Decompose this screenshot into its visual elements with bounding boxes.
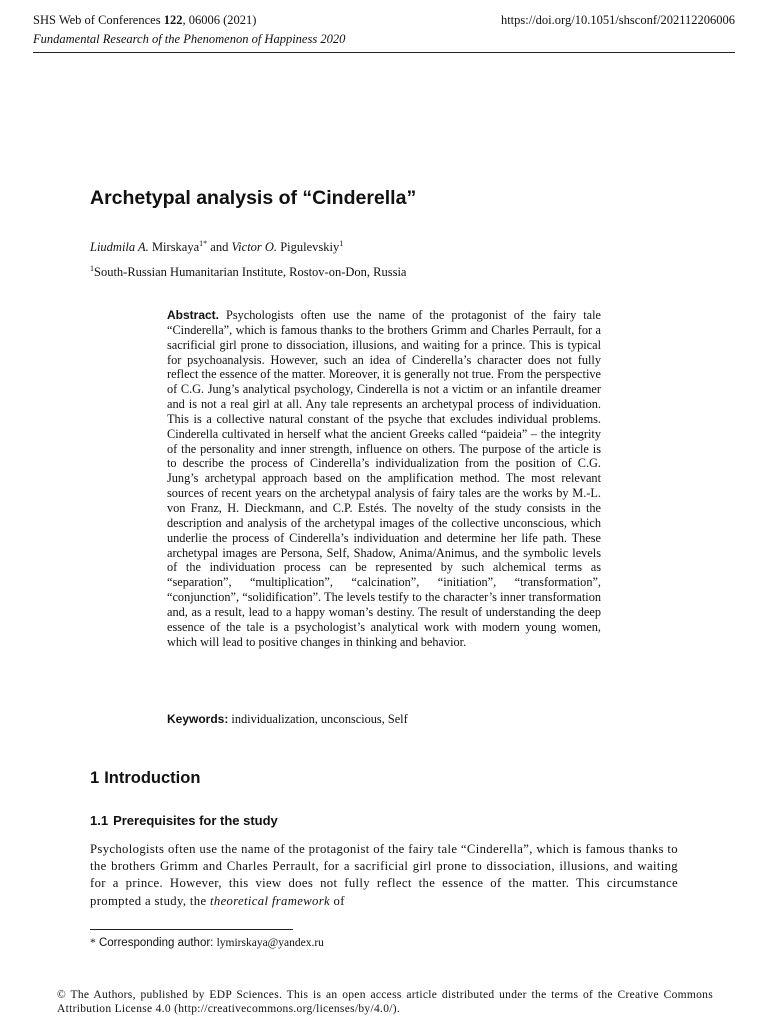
author-conjunction: and xyxy=(207,240,232,255)
abstract-label: Abstract. xyxy=(167,308,220,322)
affiliation-text: South-Russian Humanitarian Institute, Rostov-on-Don, Russia xyxy=(94,265,407,280)
author-2-given: Victor O. xyxy=(231,240,278,255)
journal-volume: 122 xyxy=(163,13,183,27)
author-2-affil-mark: 1 xyxy=(339,239,344,248)
section-heading-introduction xyxy=(90,768,200,788)
author-2-surname: Pigulevskiy xyxy=(277,240,340,255)
affiliation-mark: 1 xyxy=(90,264,94,273)
author-line xyxy=(90,236,343,255)
footnote-mark: * xyxy=(90,937,96,949)
section-title: Introduction xyxy=(104,769,201,787)
subsection-title: Prerequisites for the study xyxy=(113,813,278,828)
abstract-block xyxy=(167,308,601,649)
proceedings-title: Fundamental Research of the Phenomenon of Happiness 2020 xyxy=(33,32,346,46)
license-notice: © The Authors, published by EDP Sciences. This is an open access article distributed under the terms of the Creative Commons Attribution License 4.0 (http://creativecommons.org/licenses/by/4.0/). xyxy=(57,989,713,1015)
footnote-divider xyxy=(90,929,293,930)
keywords-text: individualization, unconscious, Self xyxy=(228,712,408,726)
paragraph-tail: of xyxy=(330,893,345,908)
journal-name: SHS Web of Conferences xyxy=(33,13,161,27)
author-1-affil-mark: 1* xyxy=(199,239,208,248)
author-1-given: Liudmila A. xyxy=(90,240,149,255)
subsection-number: 1.1 xyxy=(90,813,109,828)
affiliation xyxy=(90,261,406,280)
keywords-label: Keywords: xyxy=(167,712,229,726)
paragraph-italic-term: theoretical framework xyxy=(210,893,330,908)
footnote xyxy=(90,936,324,950)
section-number: 1 xyxy=(90,769,100,787)
paragraph-text: Psychologists often use the name of the protagonist of the fairy tale “Cinderella”, which is famous thanks to the brothers Grimm and Charles Perrault, for a sacrificial girl prone to dissociation, illusions, and waiting for a prince. However, this view does not fully reflect the essence of the matter. This circumstance prompted a study, the xyxy=(90,842,678,908)
footnote-email[interactable]: lymirskaya@yandex.ru xyxy=(216,937,324,949)
header-divider xyxy=(33,52,735,53)
paper-title: Archetypal analysis of “Cinderella” xyxy=(90,187,417,209)
author-1-surname: Mirskaya xyxy=(148,240,200,255)
abstract-text: Psychologists often use the name of the protagonist of the fairy tale “Cinderella”, which is famous thanks to the brothers Grimm and Charles Perrault, for a sacrificial girl prone to dissociation, illusions, and waiting for a prince. This is typical for psychoanalysis. However, such an idea of Cinderella’s character does not fully reflect the essence of the matter. Moreover, it is generally not true. From the perspective of C.G. Jung’s analytical psychology, Cinderella is not a victim or an infantile dreamer and is not a real girl at all. Any tale represents an archetypal process of individuation. This is a collective natural constant of the psyche that excludes individual problems. Cinderella cultivated in herself what the ancient Greeks called “paideia” – the integrity of the personality and inner strength, influence on others. The purpose of the article is to describe the process of Cinderella’s individualization from the position of C.G. Jung’s archetypal approach based on the amplification method. The most relevant sources of recent years on the archetypal analysis of fairy tales are the works by M.-L. von Franz, H. Dieckmann, and C.P. Estés. The novelty of the study consists in the description and analysis of the archetypal images of the collective unconscious, which underlie the process of Cinderella’s individuation and determine her life path. These archetypal images are Persona, Self, Shadow, Anima/Animus, and the symbolic levels of the individuation process can be represented by such alchemical terms as “separation”, “multiplication”, “calcination”, “initiation”, “transformation”, “conjunction”, “solidification”. The levels testify to the character’s inner transformation and, as a result, lead to a happy woman’s destiny. The result of understanding the deep essence of the tale is a psychologist’s analytical work with modern young women, which will lead to positive changes in thinking and behavior. xyxy=(167,308,601,649)
article-id: , 06006 (2021) xyxy=(182,13,257,27)
running-header-citation xyxy=(33,13,256,28)
doi-link[interactable]: https://doi.org/10.1051/shsconf/202112206006 xyxy=(500,13,735,27)
footnote-label: Corresponding author: xyxy=(95,937,217,949)
subsection-heading-prerequisites xyxy=(90,812,278,829)
body-paragraph xyxy=(90,841,678,910)
keywords-block xyxy=(167,712,408,727)
